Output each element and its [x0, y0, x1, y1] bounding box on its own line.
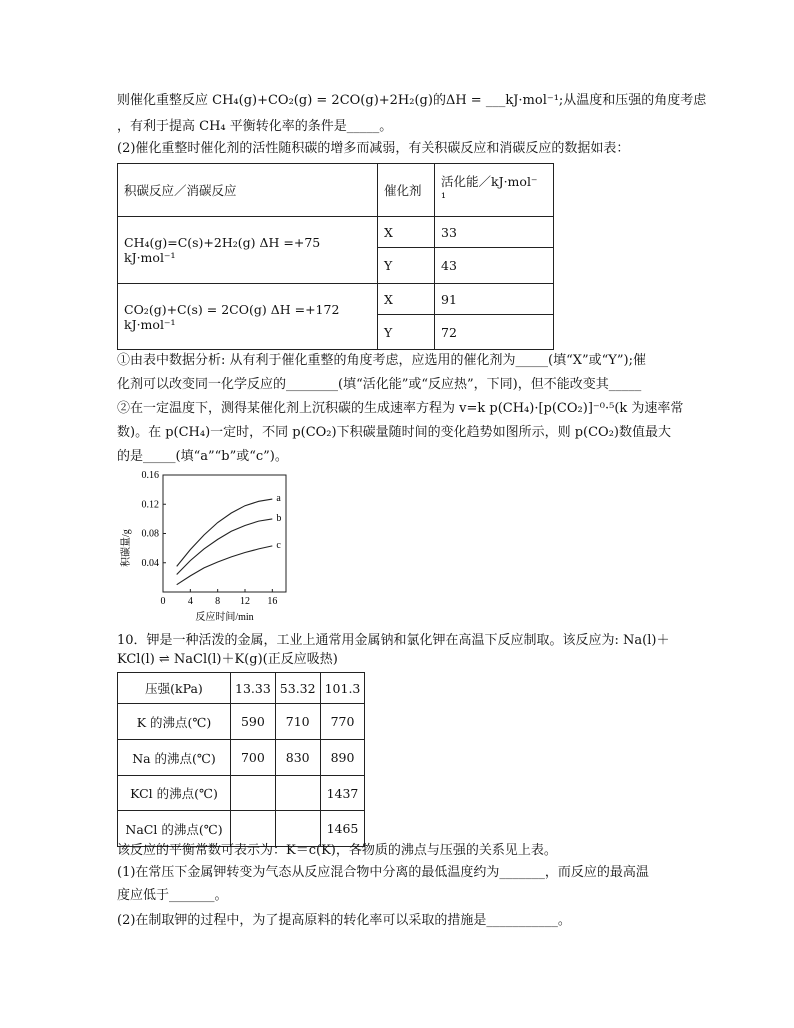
table-cell: X [378, 217, 435, 248]
x-tick-label: 12 [240, 596, 250, 607]
x-tick-label: 4 [187, 596, 193, 607]
table-cell: 590 [231, 704, 276, 740]
q9-p1: ①由表中数据分析: 从有利于催化重整的角度考虑，应选用的催化剂为_____(填“X”或“Y”);催 [117, 353, 646, 368]
q10-line-1: 10．钾是一种活泼的金属，工业上通常用金属钠和氯化钾在高温下反应制取。该反应为: Na(l)＋ [117, 633, 670, 648]
series-label-b: b [276, 512, 282, 524]
table-cell: 770 [320, 704, 365, 740]
q9-p2: 化剂可以改变同一化学反应的________(填“活化能”或“反应热”，下同)，但不能改变其_____ [117, 377, 642, 392]
table-cell: 700 [231, 740, 276, 776]
table-cell: Y [378, 315, 435, 350]
q10-line-6: (2)在制取钾的过程中，为了提高原料的转化率可以采取的措施是___________。 [117, 913, 571, 928]
x-tick-label: 8 [215, 596, 221, 607]
table-cell: CH₄(g)=C(s)+2H₂(g) ΔH =+75 kJ·mol⁻¹ [118, 217, 378, 284]
table-header: 积碳反应／消碳反应 [118, 164, 378, 217]
table-cell: 1465 [320, 811, 365, 847]
boiling-point-table [117, 672, 365, 847]
table-cell: NaCl 的沸点(℃) [118, 811, 231, 847]
table-cell: KCl 的沸点(℃) [118, 776, 231, 811]
y-axis-label: 积碳量/g [121, 529, 132, 568]
table-cell: 43 [435, 248, 554, 284]
series-line-c [177, 546, 273, 585]
q9-p4: 数)。在 p(CH₄)一定时，不同 p(CO₂)下积碳量随时间的变化趋势如图所示，则 p(CO₂)数值最大 [117, 425, 671, 440]
table-cell: 91 [435, 284, 554, 315]
plot-frame [163, 475, 286, 592]
series-line-b [177, 519, 273, 575]
series-line-a [177, 499, 273, 566]
q9-line-1: 则催化重整反应 CH₄(g)+CO₂(g) = 2CO(g)+2H₂(g)的ΔH = ___kJ·mol⁻¹;从温度和压强的角度考虑 [117, 93, 707, 108]
q9-line-3: (2)催化重整时催化剂的活性随积碳的增多而减弱，有关积碳反应和消碳反应的数据如表： [117, 141, 630, 156]
table-cell [231, 776, 276, 811]
table-cell: Y [378, 248, 435, 284]
y-tick-label: 0.04 [141, 557, 159, 569]
table-cell: 72 [435, 315, 554, 350]
table-cell: 830 [275, 740, 320, 776]
y-tick-label: 0.12 [141, 499, 159, 511]
q10-line-3: 该反应的平衡常数可表示为：K＝c(K)，各物质的沸点与压强的关系见上表。 [117, 843, 557, 858]
table-header: 101.3 [320, 673, 365, 704]
table-cell: Na 的沸点(℃) [118, 740, 231, 776]
q9-p3: ②在一定温度下，测得某催化剂上沉积碳的生成速率方程为 v=k p(CH₄)·[p(CO₂)]⁻⁰·⁵(k 为速率常 [117, 401, 684, 416]
table-cell: 710 [275, 704, 320, 740]
table-cell: 1437 [320, 776, 365, 811]
table-header: 13.33 [231, 673, 276, 704]
series-label-c: c [276, 539, 281, 551]
table-cell: 33 [435, 217, 554, 248]
y-tick-label: 0.16 [141, 470, 159, 481]
table-cell: 890 [320, 740, 365, 776]
x-tick-label: 0 [160, 596, 166, 607]
table-cell: X [378, 284, 435, 315]
series-label-a: a [276, 493, 281, 505]
y-tick-label: 0.08 [141, 528, 159, 540]
q10-line-5: 度应低于_______。 [117, 888, 228, 903]
table-cell [275, 776, 320, 811]
x-axis-label: 反应时间/min [195, 612, 254, 623]
q9-line-2: ，有利于提高 CH₄ 平衡转化率的条件是_____。 [117, 119, 393, 134]
table-header: 催化剂 [378, 164, 435, 217]
table-cell: K 的沸点(℃) [118, 704, 231, 740]
reaction-data-table [117, 163, 554, 350]
q10-line-4: (1)在常压下金属钾转变为气态从反应混合物中分离的最低温度约为_______，而反应的最高温 [117, 865, 649, 880]
q10-line-2: KCl(l) ⇌ NaCl(l)＋K(g)(正反应吸热) [117, 652, 338, 667]
table-header: 53.32 [275, 673, 320, 704]
table-header: 活化能／kJ·mol⁻ ¹ [435, 164, 554, 217]
table-header: 压强(kPa) [118, 673, 231, 704]
q9-p5: 的是_____(填“a”“b”或“c”)。 [117, 449, 288, 464]
table-cell: CO₂(g)+C(s) = 2CO(g) ΔH =+172 kJ·mol⁻¹ [118, 284, 378, 350]
carbon-deposition-chart [115, 465, 295, 625]
x-tick-label: 16 [267, 596, 278, 607]
